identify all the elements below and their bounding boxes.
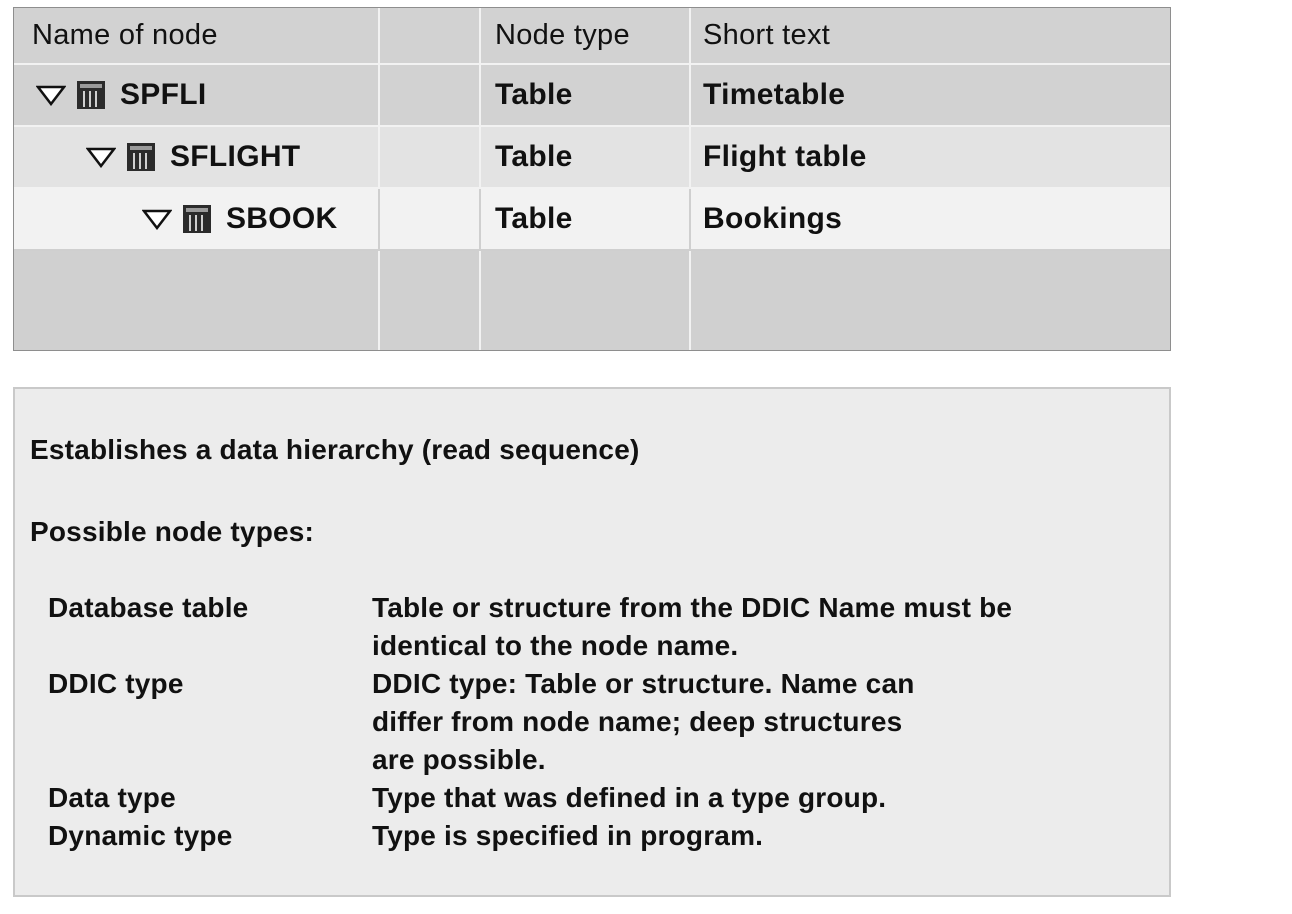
- column-header-node-type[interactable]: Node type: [481, 8, 691, 65]
- tree-row-sbook[interactable]: [14, 189, 1170, 251]
- empty-cell: [380, 251, 481, 350]
- node-name: SFLIGHT: [170, 140, 301, 173]
- node-type-item: [48, 665, 1149, 779]
- node-type-cell: Table: [481, 189, 691, 251]
- empty-cell: [481, 251, 691, 350]
- node-type-definition: Type that was defined in a type group.: [372, 782, 887, 813]
- blank-cell: [380, 65, 481, 127]
- node-name-cell: [14, 189, 380, 251]
- short-text-cell: Bookings: [691, 189, 1170, 251]
- triangle-down-icon[interactable]: [142, 208, 172, 230]
- node-type-item: [48, 779, 1149, 817]
- node-name-cell: [14, 65, 380, 127]
- node-type-term: DDIC type: [48, 668, 184, 699]
- empty-cell: [691, 251, 1170, 350]
- node-type-definition: Table or structure from the DDIC Name must be identical to the node name.: [372, 592, 1013, 661]
- table-icon: [76, 80, 106, 110]
- blank-cell: [380, 127, 481, 189]
- triangle-down-icon[interactable]: [36, 84, 66, 106]
- table-header-row: [14, 8, 1170, 65]
- node-type-item: [48, 589, 1149, 665]
- node-tree-table: [13, 7, 1171, 351]
- node-name: SPFLI: [120, 78, 207, 111]
- node-type-term: Database table: [48, 592, 249, 623]
- node-type-cell: Table: [481, 65, 691, 127]
- node-types-heading: Possible node types:: [30, 516, 315, 547]
- node-type-term: Dynamic type: [48, 820, 233, 851]
- tree-row-sflight[interactable]: [14, 127, 1170, 189]
- column-header-name[interactable]: Name of node: [14, 8, 380, 65]
- description-panel: [13, 387, 1171, 897]
- node-type-cell: Table: [481, 127, 691, 189]
- node-type-item: [48, 817, 1149, 855]
- tree-row-spfli[interactable]: [14, 65, 1170, 127]
- column-header-blank[interactable]: [380, 8, 481, 65]
- table-icon: [182, 204, 212, 234]
- node-types-list: [48, 589, 1149, 855]
- empty-table-area: [14, 251, 1170, 350]
- column-header-short-text[interactable]: Short text: [691, 8, 1170, 65]
- short-text-cell: Flight table: [691, 127, 1170, 189]
- description-heading: Establishes a data hierarchy (read sequence): [30, 434, 640, 465]
- table-icon: [126, 142, 156, 172]
- node-type-definition: DDIC type: Table or structure. Name can differ from node name; deep structures are possible.: [372, 668, 915, 775]
- triangle-down-icon[interactable]: [86, 146, 116, 168]
- node-type-definition: Type is specified in program.: [372, 820, 764, 851]
- node-name: SBOOK: [226, 202, 338, 235]
- empty-cell: [14, 251, 380, 350]
- node-type-term: Data type: [48, 782, 176, 813]
- node-name-cell: [14, 127, 380, 189]
- blank-cell: [380, 189, 481, 251]
- short-text-cell: Timetable: [691, 65, 1170, 127]
